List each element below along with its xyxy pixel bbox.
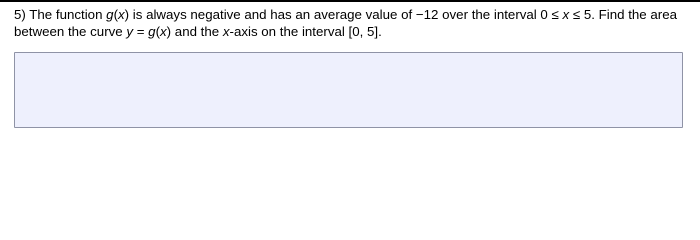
answer-field[interactable] (14, 52, 683, 128)
question-text: 5) The function g(x) is always negative and has an average value of −12 over the interval 0 ≤ x ≤ 5. Find the area between the curve y = g(x) and the x-axis on the interval [0, 5]. (14, 7, 678, 39)
question-number: 5) (14, 7, 26, 22)
top-divider (0, 0, 700, 2)
